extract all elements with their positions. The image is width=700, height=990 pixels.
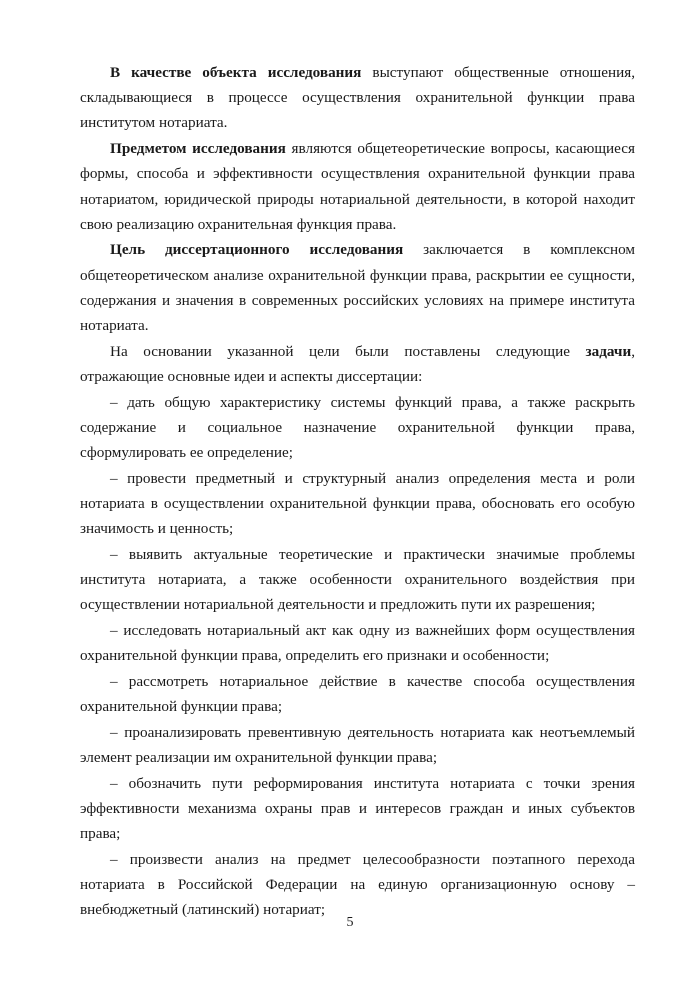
task-item: – обозначить пути реформирования института нотариата с точки зрения эффективности механизма охраны прав и интересов граждан и иных субъектов права;: [80, 774, 635, 843]
paragraph-text: , отражающие основные идеи и аспекты диссертации:: [80, 342, 635, 385]
task-item: – рассмотреть нотариальное действие в качестве способа осуществления охранительной функции права;: [80, 672, 635, 716]
task-item: – провести предметный и структурный анализ определения места и роли нотариата в осуществлении охранительной функции права, обосновать его особую значимость и ценность;: [80, 469, 635, 538]
paragraph-subject: [80, 136, 635, 237]
paragraph-tasks-intro: [80, 339, 635, 389]
paragraph-text: выступают общественные отношения, складывающиеся в процессе осуществления охранительной функции права институтом нотариата.: [80, 64, 635, 132]
paragraph-text: На основании указанной цели были поставлены следующие: [110, 342, 586, 360]
task-item: – выявить актуальные теоретические и практически значимые проблемы института нотариата, а также особенности охранительного воздействия при осуществлении нотариальной деятельности и предложить пути их разрешения;: [80, 545, 635, 614]
paragraph-text: заключается в комплексном общетеоретическом анализе охранительной функции права, раскрытии ее сущности, содержания и значения в современных российских условиях на примере института нотариата.: [80, 241, 635, 335]
paragraph-object: [80, 60, 635, 136]
term-goal: Цель диссертационного исследования: [110, 241, 404, 259]
task-item: – проанализировать превентивную деятельность нотариата как неотъемлемый элемент реализации им охранительной функции права;: [80, 723, 635, 766]
term-object: В качестве объекта исследования: [110, 64, 362, 81]
paragraph-goal: [80, 237, 635, 338]
task-item: – дать общую характеристику системы функций права, а также раскрыть содержание и социальное назначение охранительной функции права, сформулировать ее определение;: [80, 393, 635, 462]
term-tasks: задачи: [585, 342, 632, 360]
term-subject: Предметом исследования: [110, 140, 286, 158]
task-item: – произвести анализ на предмет целесообразности поэтапного перехода нотариата в Российской Федерации на единую организационную основу – внебюджетный (латинский) нотариат;: [80, 850, 635, 919]
body-text: [80, 60, 635, 923]
task-item: – исследовать нотариальный акт как одну из важнейших форм осуществления охранительной функции права, определить его признаки и особенности;: [80, 621, 635, 665]
page-number: 5: [346, 915, 354, 930]
paragraph-text: являются общетеоретические вопросы, касающиеся формы, способа и эффективности осуществления охранительной функции права нотариатом, юридической природы нотариальной деятельности, в которой находит свою реализацию охранительная функция права.: [80, 140, 635, 233]
